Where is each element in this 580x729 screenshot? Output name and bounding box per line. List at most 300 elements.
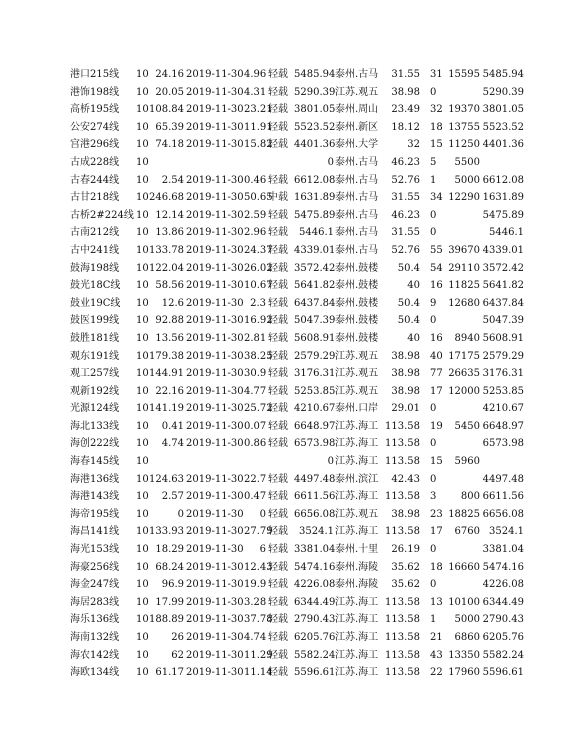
voltage-cell: 10 <box>136 632 149 643</box>
line-name-cell: 观工257线 <box>70 368 120 380</box>
substation-cell: 泰州.鼓楼 <box>335 315 379 327</box>
table-row <box>0 435 580 453</box>
transformer-capacity-cell: 113.58 <box>385 596 420 608</box>
load-rate-cell: 23.21 <box>244 104 273 116</box>
load-rate-cell: 10.67 <box>244 280 273 292</box>
load-current-cell: 18.29 <box>155 544 184 556</box>
substation-cell: 泰州.周山 <box>335 104 379 116</box>
user-count-cell: 22 <box>430 667 443 679</box>
user-capacity-cell: 8940 <box>454 332 480 344</box>
load-status-cell: 轻载 <box>268 614 288 626</box>
voltage-cell: 10 <box>136 561 149 573</box>
line-name-cell: 古春244线 <box>70 174 120 186</box>
user-count-cell: 16 <box>430 332 443 344</box>
transformer-capacity-cell: 32 <box>407 139 420 151</box>
user-count-cell: 23 <box>430 508 443 520</box>
load-status-cell: 轻载 <box>268 227 288 239</box>
available-capacity-cell: 3801.05 <box>482 104 524 116</box>
user-count-cell: 77 <box>430 368 443 380</box>
date-cell: 2019-11-30 <box>186 667 244 679</box>
voltage-cell: 10 <box>136 667 149 679</box>
available-capacity-cell: 5608.91 <box>482 332 524 344</box>
line-name-cell: 宫港296线 <box>70 139 120 151</box>
date-cell: 2019-11-30 <box>186 174 244 186</box>
line-name-cell: 海创222线 <box>70 438 120 450</box>
table-row <box>0 400 580 418</box>
load-current-cell: 20.05 <box>155 86 184 98</box>
user-count-cell: 1 <box>430 174 437 186</box>
transformer-capacity-cell: 113.58 <box>385 649 420 661</box>
user-count-cell: 43 <box>430 649 443 661</box>
voltage-cell: 10 <box>136 280 149 292</box>
load-rate-cell: 26.02 <box>244 262 273 274</box>
table-row <box>0 189 580 207</box>
table-row <box>0 260 580 278</box>
load-status-cell: 轻载 <box>268 86 288 98</box>
table-row <box>0 66 580 84</box>
date-cell: 2019-11-30 <box>186 332 244 344</box>
voltage-cell: 10 <box>136 315 149 327</box>
line-name-cell: 海昌141线 <box>70 526 120 538</box>
available-capacity-cell: 4210.67 <box>482 403 524 415</box>
substation-cell: 江苏.海工 <box>335 438 379 450</box>
date-cell: 2019-11-30 <box>186 69 244 80</box>
user-capacity-cell: 5500 <box>454 156 480 168</box>
voltage-cell: 10 <box>136 350 149 362</box>
voltage-cell: 10 <box>136 385 149 397</box>
user-count-cell: 32 <box>430 104 443 116</box>
line-name-cell: 古甘218线 <box>70 192 120 204</box>
remaining-capacity-cell: 3176.31 <box>294 368 336 380</box>
available-capacity-cell: 6612.08 <box>482 174 524 186</box>
remaining-capacity-cell: 4226.08 <box>294 579 336 591</box>
line-name-cell: 古桥2#224线 <box>70 209 134 221</box>
substation-cell: 泰州.新区 <box>335 121 379 133</box>
substation-cell: 泰州.鼓楼 <box>335 332 379 344</box>
voltage-cell: 10 <box>136 209 149 221</box>
remaining-capacity-cell: 5047.39 <box>294 315 336 327</box>
available-capacity-cell: 4226.08 <box>482 579 524 591</box>
voltage-cell: 10 <box>136 262 149 274</box>
remaining-capacity-cell: 5641.82 <box>294 280 336 292</box>
load-status-cell: 轻载 <box>268 544 288 556</box>
substation-cell: 江苏.观五 <box>335 350 379 362</box>
table-row <box>0 224 580 242</box>
line-name-cell: 观东191线 <box>70 350 120 362</box>
load-status-cell: 中载 <box>268 192 288 204</box>
table-row <box>0 488 580 506</box>
substation-cell: 江苏.海工 <box>335 632 379 643</box>
user-capacity-cell: 17960 <box>448 667 480 679</box>
transformer-capacity-cell: 52.76 <box>391 244 420 256</box>
remaining-capacity-cell: 6611.56 <box>294 491 336 503</box>
transformer-capacity-cell: 38.98 <box>391 385 420 397</box>
table-row <box>0 295 580 313</box>
remaining-capacity-cell: 5608.91 <box>294 332 336 344</box>
transformer-capacity-cell: 46.23 <box>391 156 420 168</box>
user-count-cell: 0 <box>430 544 437 556</box>
load-status-cell: 轻载 <box>268 332 288 344</box>
substation-cell: 江苏.海工 <box>335 596 379 608</box>
substation-cell: 泰州.古马 <box>335 244 379 256</box>
voltage-cell: 10 <box>136 86 149 98</box>
remaining-capacity-cell: 1631.89 <box>294 192 336 204</box>
user-capacity-cell: 15595 <box>448 69 480 80</box>
load-current-cell: 74.18 <box>155 139 184 151</box>
load-status-cell: 轻载 <box>268 104 288 116</box>
load-rate-cell: 27.79 <box>244 526 273 538</box>
remaining-capacity-cell: 6344.49 <box>294 596 336 608</box>
load-current-cell: 141.19 <box>149 403 184 415</box>
substation-cell: 泰州.鼓楼 <box>335 280 379 292</box>
date-cell: 2019-11-30 <box>186 350 244 362</box>
line-name-cell: 鼓医199线 <box>70 315 120 327</box>
line-name-cell: 海光153线 <box>70 544 120 556</box>
available-capacity-cell: 5485.94 <box>482 69 524 80</box>
user-count-cell: 5 <box>430 156 437 168</box>
available-capacity-cell: 5253.85 <box>482 385 524 397</box>
remaining-capacity-cell: 4210.67 <box>294 403 336 415</box>
user-capacity-cell: 5450 <box>454 420 480 432</box>
user-count-cell: 0 <box>430 227 437 239</box>
load-status-cell: 轻载 <box>268 121 288 133</box>
user-count-cell: 3 <box>430 491 437 503</box>
load-rate-cell: 2.59 <box>244 209 267 221</box>
voltage-cell: 10 <box>136 139 149 151</box>
available-capacity-cell: 4339.01 <box>482 244 524 256</box>
user-capacity-cell: 39670 <box>448 244 480 256</box>
line-name-cell: 观新192线 <box>70 385 120 397</box>
load-current-cell: 2.57 <box>161 491 184 503</box>
load-rate-cell: 0.46 <box>244 174 267 186</box>
transformer-capacity-cell: 31.55 <box>391 69 420 80</box>
user-capacity-cell: 6860 <box>454 632 480 643</box>
remaining-capacity-cell: 3801.05 <box>294 104 336 116</box>
transformer-capacity-cell: 18.12 <box>391 121 420 133</box>
user-capacity-cell: 12680 <box>448 297 480 309</box>
voltage-cell: 10 <box>136 544 149 556</box>
remaining-capacity-cell: 5253.85 <box>294 385 336 397</box>
line-name-cell: 光源124线 <box>70 403 120 415</box>
transformer-capacity-cell: 52.76 <box>391 174 420 186</box>
line-name-cell: 港饰198线 <box>70 86 120 98</box>
available-capacity-cell: 6437.84 <box>482 297 524 309</box>
load-current-cell: 188.89 <box>149 614 184 626</box>
substation-cell: 泰州.鼓楼 <box>335 262 379 274</box>
load-current-cell: 133.78 <box>149 244 184 256</box>
transformer-capacity-cell: 113.58 <box>385 491 420 503</box>
table-row <box>0 611 580 629</box>
user-count-cell: 0 <box>430 438 437 450</box>
load-current-cell: 0 <box>177 508 184 520</box>
table-row <box>0 383 580 401</box>
remaining-capacity-cell: 6205.76 <box>294 632 336 643</box>
load-rate-cell: 15.82 <box>244 139 273 151</box>
load-current-cell: 26 <box>171 632 184 643</box>
transformer-capacity-cell: 113.58 <box>385 456 420 468</box>
user-count-cell: 18 <box>430 561 443 573</box>
voltage-cell: 10 <box>136 420 149 432</box>
available-capacity-cell: 2790.43 <box>482 614 524 626</box>
load-rate-cell: 4.74 <box>244 632 267 643</box>
substation-cell: 泰州.古马 <box>335 192 379 204</box>
table-row <box>0 506 580 524</box>
load-status-cell: 轻载 <box>268 491 288 503</box>
load-rate-cell: 19.9 <box>244 579 267 591</box>
remaining-capacity-cell: 6656.08 <box>294 508 336 520</box>
user-capacity-cell: 11250 <box>448 139 480 151</box>
substation-cell: 江苏.观五 <box>335 86 379 98</box>
transformer-capacity-cell: 38.98 <box>391 350 420 362</box>
table-row <box>0 541 580 559</box>
load-current-cell: 22.16 <box>155 385 184 397</box>
load-current-cell: 58.56 <box>155 280 184 292</box>
voltage-cell: 10 <box>136 456 149 468</box>
transformer-capacity-cell: 26.19 <box>391 544 420 556</box>
available-capacity-cell: 6344.49 <box>482 596 524 608</box>
transformer-capacity-cell: 35.62 <box>391 579 420 591</box>
voltage-cell: 10 <box>136 244 149 256</box>
date-cell: 2019-11-30 <box>186 244 244 256</box>
voltage-cell: 10 <box>136 491 149 503</box>
transformer-capacity-cell: 50.4 <box>397 262 420 274</box>
substation-cell: 江苏.海工 <box>335 420 379 432</box>
available-capacity-cell: 3524.1 <box>489 526 524 538</box>
user-capacity-cell: 12290 <box>448 192 480 204</box>
remaining-capacity-cell: 2790.43 <box>294 614 336 626</box>
date-cell: 2019-11-30 <box>186 526 244 538</box>
load-current-cell: 179.38 <box>149 350 184 362</box>
substation-cell: 泰州.海陵 <box>335 579 379 591</box>
remaining-capacity-cell: 5485.94 <box>294 69 336 80</box>
remaining-capacity-cell: 3524.1 <box>299 526 334 538</box>
line-name-cell: 鼓光18C线 <box>70 280 121 292</box>
load-status-cell: 轻载 <box>268 579 288 591</box>
transformer-capacity-cell: 113.58 <box>385 526 420 538</box>
load-rate-cell: 2.96 <box>244 227 267 239</box>
line-name-cell: 高桥195线 <box>70 104 120 116</box>
line-name-cell: 古中241线 <box>70 244 120 256</box>
remaining-capacity-cell: 5582.24 <box>294 649 336 661</box>
load-status-cell: 轻载 <box>268 438 288 450</box>
line-name-cell: 港口215线 <box>70 69 120 80</box>
transformer-capacity-cell: 31.55 <box>391 227 420 239</box>
user-count-cell: 18 <box>430 121 443 133</box>
user-count-cell: 17 <box>430 526 443 538</box>
transformer-capacity-cell: 38.98 <box>391 508 420 520</box>
available-capacity-cell: 5523.52 <box>482 121 524 133</box>
line-name-cell: 海农142线 <box>70 649 120 661</box>
voltage-cell: 10 <box>136 614 149 626</box>
date-cell: 2019-11-30 <box>186 420 244 432</box>
remaining-capacity-cell: 2579.29 <box>294 350 336 362</box>
user-count-cell: 19 <box>430 420 443 432</box>
user-capacity-cell: 800 <box>460 491 480 503</box>
transformer-capacity-cell: 29.01 <box>391 403 420 415</box>
load-rate-cell: 0.07 <box>244 420 267 432</box>
line-name-cell: 海欧134线 <box>70 667 120 679</box>
transformer-capacity-cell: 113.58 <box>385 667 420 679</box>
available-capacity-cell: 6656.08 <box>482 508 524 520</box>
user-capacity-cell: 18825 <box>448 508 480 520</box>
load-current-cell: 144.91 <box>149 368 184 380</box>
load-status-cell: 轻载 <box>268 561 288 573</box>
table-row <box>0 664 580 682</box>
substation-cell: 泰州.大学 <box>335 139 379 151</box>
transformer-capacity-cell: 38.98 <box>391 86 420 98</box>
remaining-capacity-cell: 5523.52 <box>294 121 336 133</box>
load-current-cell: 246.68 <box>149 192 184 204</box>
transformer-capacity-cell: 23.49 <box>391 104 420 116</box>
date-cell: 2019-11-30 <box>186 209 244 221</box>
remaining-capacity-cell: 3572.42 <box>294 262 336 274</box>
remaining-capacity-cell: 0 <box>327 456 334 468</box>
substation-cell: 江苏.观五 <box>335 385 379 397</box>
user-capacity-cell: 29110 <box>448 262 480 274</box>
remaining-capacity-cell: 5596.61 <box>294 667 336 679</box>
transformer-capacity-cell: 113.58 <box>385 420 420 432</box>
available-capacity-cell: 3572.42 <box>482 262 524 274</box>
table-row <box>0 207 580 225</box>
user-capacity-cell: 11825 <box>448 280 480 292</box>
line-name-cell: 海乐136线 <box>70 614 120 626</box>
data-sheet <box>0 66 580 682</box>
substation-cell: 泰州.古马 <box>335 209 379 221</box>
user-capacity-cell: 17175 <box>448 350 480 362</box>
remaining-capacity-cell: 5474.16 <box>294 561 336 573</box>
voltage-cell: 10 <box>136 104 149 116</box>
load-rate-cell: 25.72 <box>244 403 273 415</box>
line-name-cell: 公安274线 <box>70 121 120 133</box>
date-cell: 2019-11-30 <box>186 491 244 503</box>
date-cell: 2019-11-30 <box>186 579 244 591</box>
transformer-capacity-cell: 113.58 <box>385 614 420 626</box>
load-status-cell: 轻载 <box>268 280 288 292</box>
date-cell: 2019-11-30 <box>186 262 244 274</box>
substation-cell: 泰州.古马 <box>335 174 379 186</box>
substation-cell: 泰州.十里 <box>335 544 379 556</box>
substation-cell: 江苏.海工 <box>335 649 379 661</box>
load-rate-cell: 0.47 <box>244 491 267 503</box>
load-current-cell: 12.6 <box>161 297 184 309</box>
substation-cell: 江苏.海工 <box>335 667 379 679</box>
voltage-cell: 10 <box>136 649 149 661</box>
load-rate-cell: 11.14 <box>244 667 273 679</box>
available-capacity-cell: 5641.82 <box>482 280 524 292</box>
line-name-cell: 海北133线 <box>70 420 120 432</box>
table-row <box>0 594 580 612</box>
user-capacity-cell: 5960 <box>454 456 480 468</box>
user-count-cell: 15 <box>430 456 443 468</box>
load-rate-cell: 2.81 <box>244 332 267 344</box>
available-capacity-cell: 5596.61 <box>482 667 524 679</box>
load-rate-cell: 4.31 <box>244 86 267 98</box>
line-name-cell: 海帝195线 <box>70 508 120 520</box>
line-name-cell: 古成228线 <box>70 156 120 168</box>
load-rate-cell: 0.86 <box>244 438 267 450</box>
voltage-cell: 10 <box>136 227 149 239</box>
available-capacity-cell: 6611.56 <box>482 491 524 503</box>
load-status-cell: 轻载 <box>268 315 288 327</box>
load-current-cell: 108.84 <box>149 104 184 116</box>
available-capacity-cell: 4401.36 <box>482 139 524 151</box>
remaining-capacity-cell: 6648.97 <box>294 420 336 432</box>
remaining-capacity-cell: 5290.39 <box>294 86 336 98</box>
load-status-cell: 轻载 <box>268 420 288 432</box>
transformer-capacity-cell: 113.58 <box>385 632 420 643</box>
available-capacity-cell: 3176.31 <box>482 368 524 380</box>
voltage-cell: 10 <box>136 332 149 344</box>
user-count-cell: 54 <box>430 262 443 274</box>
load-status-cell: 轻载 <box>268 403 288 415</box>
table-row <box>0 576 580 594</box>
substation-cell: 江苏.观五 <box>335 368 379 380</box>
voltage-cell: 10 <box>136 508 149 520</box>
load-current-cell: 4.74 <box>161 438 184 450</box>
substation-cell: 泰州.古马 <box>335 69 379 80</box>
line-name-cell: 鼓胜181线 <box>70 332 120 344</box>
load-rate-cell: 11.29 <box>244 649 273 661</box>
table-row <box>0 453 580 471</box>
transformer-capacity-cell: 50.4 <box>397 315 420 327</box>
user-count-cell: 17 <box>430 385 443 397</box>
transformer-capacity-cell: 46.23 <box>391 209 420 221</box>
table-row <box>0 365 580 383</box>
user-capacity-cell: 13350 <box>448 649 480 661</box>
available-capacity-cell: 6573.98 <box>482 438 524 450</box>
load-rate-cell: 37.78 <box>244 614 273 626</box>
table-row <box>0 471 580 489</box>
load-rate-cell: 4.77 <box>244 385 267 397</box>
substation-cell: 江苏.海工 <box>335 614 379 626</box>
date-cell: 2019-11-30 <box>186 86 244 98</box>
substation-cell: 江苏.观五 <box>335 508 379 520</box>
voltage-cell: 10 <box>136 368 149 380</box>
user-capacity-cell: 12000 <box>448 385 480 397</box>
table-row <box>0 418 580 436</box>
available-capacity-cell: 5290.39 <box>482 86 524 98</box>
date-cell: 2019-11-30 <box>186 473 244 485</box>
user-capacity-cell: 10100 <box>448 596 480 608</box>
remaining-capacity-cell: 6437.84 <box>294 297 336 309</box>
available-capacity-cell: 1631.89 <box>482 192 524 204</box>
user-count-cell: 55 <box>430 244 443 256</box>
voltage-cell: 10 <box>136 297 149 309</box>
load-rate-cell: 4.96 <box>244 69 267 80</box>
load-rate-cell: 24.37 <box>244 244 273 256</box>
remaining-capacity-cell: 0 <box>327 156 334 168</box>
date-cell: 2019-11-30 <box>186 315 244 327</box>
line-name-cell: 海居283线 <box>70 596 120 608</box>
substation-cell: 泰州.古马 <box>335 227 379 239</box>
voltage-cell: 10 <box>136 403 149 415</box>
transformer-capacity-cell: 42.43 <box>391 473 420 485</box>
load-status-cell: 轻载 <box>268 174 288 186</box>
transformer-capacity-cell: 50.4 <box>397 297 420 309</box>
load-current-cell: 122.04 <box>149 262 184 274</box>
load-status-cell: 轻载 <box>268 667 288 679</box>
load-status-cell: 轻载 <box>268 473 288 485</box>
available-capacity-cell: 5475.89 <box>482 209 524 221</box>
substation-cell: 泰州.滨江 <box>335 473 379 485</box>
user-count-cell: 0 <box>430 209 437 221</box>
transformer-capacity-cell: 35.62 <box>391 561 420 573</box>
available-capacity-cell: 6205.76 <box>482 632 524 643</box>
user-count-cell: 0 <box>430 315 437 327</box>
table-row <box>0 119 580 137</box>
available-capacity-cell: 5047.39 <box>482 315 524 327</box>
user-count-cell: 0 <box>430 473 437 485</box>
